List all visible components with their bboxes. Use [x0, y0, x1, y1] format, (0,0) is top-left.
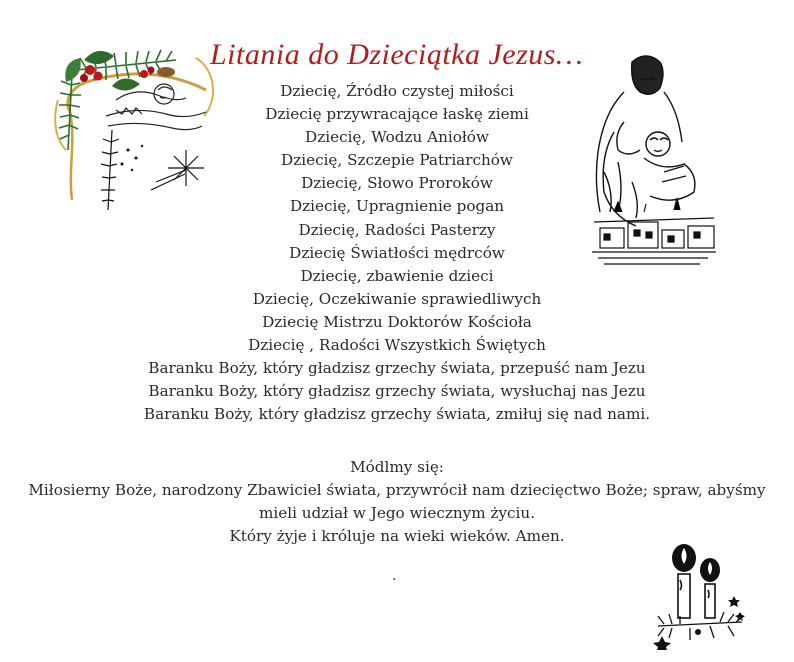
- litany-line: Dziecię, Wodzu Aniołów: [305, 128, 489, 147]
- prayer-heading: Módlmy się:: [350, 458, 444, 476]
- litany-line: Dziecię, Upragnienie pogan: [289, 197, 505, 216]
- prayer-body: Miłosierny Boże, narodzony Zbawiciel świata, przywrócił nam dziecięctwo Boże; spraw, abyśmy mieli udział w Jego wiecznym życiu.: [28, 481, 766, 523]
- trailing-mark: .: [392, 568, 397, 584]
- litany-line: Dziecię , Radości Wszystkich Świętych: [248, 336, 546, 355]
- closing-prayer: [28, 456, 766, 548]
- agnus-dei-line: Baranku Boży, który gładzisz grzechy świata, przepuść nam Jezu: [148, 359, 646, 378]
- litany-line: Dziecię, Źródło czystej miłości: [280, 82, 514, 100]
- litany-line: Dziecię, Szczepie Patriarchów: [281, 151, 513, 170]
- litany-line: Dziecię, Radości Pasterzy: [298, 220, 496, 239]
- litany-line: Dziecię Mistrzu Doktorów Kościoła: [262, 312, 532, 331]
- advent-candles-illustration: [650, 540, 750, 650]
- page-title: Litania do Dzieciątka Jezus…: [210, 38, 584, 71]
- litany-line: Dziecię, Słowo Proroków: [301, 174, 493, 193]
- litany-line: Dziecię Światłości mędrców: [289, 243, 505, 262]
- agnus-dei-line: Baranku Boży, który gładzisz grzechy świata, zmiłuj się nad nami.: [143, 405, 651, 424]
- litany-line: Dziecię przywracające łaskę ziemi: [265, 105, 529, 124]
- litany-line: Dziecię, Oczekiwanie sprawiedliwych: [252, 289, 542, 308]
- prayer-closing: Który żyje i króluje na wieki wieków. Amen.: [229, 527, 565, 546]
- litany-text: [0, 80, 794, 426]
- litany-line: Dziecię, zbawienie dzieci: [300, 266, 494, 285]
- agnus-dei-line: Baranku Boży, który gładzisz grzechy świata, wysłuchaj nas Jezu: [148, 382, 646, 401]
